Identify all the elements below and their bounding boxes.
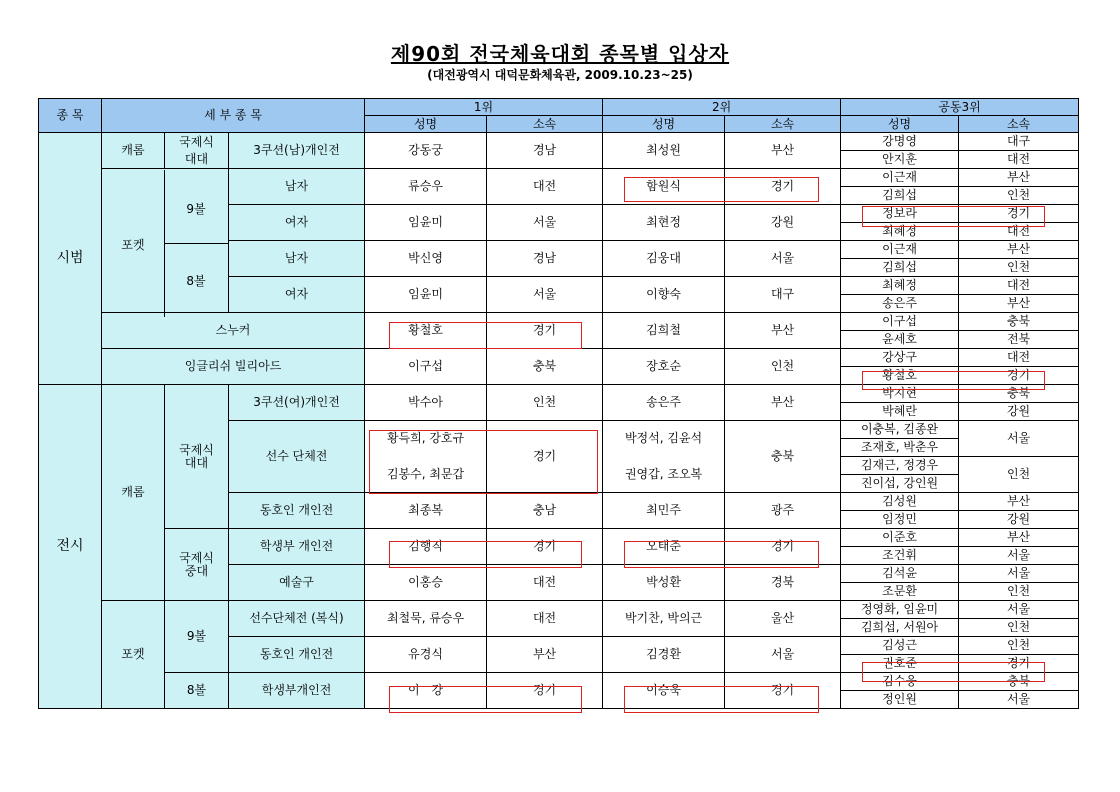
third-name: 권호준 xyxy=(841,655,959,673)
header-first: 1위 xyxy=(365,99,603,116)
second-affil: 서울 xyxy=(725,241,841,277)
category-intl-large: 국제식 대대 xyxy=(165,133,229,169)
third-affil: 서울 xyxy=(959,601,1079,619)
event-name: 예술구 xyxy=(229,565,365,601)
first-affil: 부산 xyxy=(487,637,603,673)
second-name: 권영갑, 조오복 xyxy=(603,457,725,493)
third-name: 김성원 xyxy=(841,493,959,511)
third-affil: 대구 xyxy=(959,133,1079,151)
third-affil: 인천 xyxy=(959,187,1079,205)
first-name: 이홍승 xyxy=(365,565,487,601)
second-affil: 부산 xyxy=(725,133,841,169)
first-name: 이구섭 xyxy=(365,349,487,385)
third-name: 김희섭 xyxy=(841,187,959,205)
first-affil: 경남 xyxy=(487,133,603,169)
header-third: 공동3위 xyxy=(841,99,1079,116)
third-affil: 부산 xyxy=(959,529,1079,547)
second-affil: 경기 xyxy=(725,169,841,205)
third-affil: 대전 xyxy=(959,349,1079,367)
category-snooker: 스누커 xyxy=(102,313,365,349)
header-affil: 소속 xyxy=(959,116,1079,133)
second-affil: 충북 xyxy=(725,421,841,493)
second-name: 최현정 xyxy=(603,205,725,241)
first-affil: 경기 xyxy=(487,529,603,565)
third-name: 김희섭 xyxy=(841,259,959,277)
third-affil: 서울 xyxy=(959,691,1079,709)
third-name: 강명영 xyxy=(841,133,959,151)
first-affil: 경기 xyxy=(487,673,603,709)
first-affil: 인천 xyxy=(487,385,603,421)
third-name: 안지훈 xyxy=(841,151,959,169)
category-sibeom: 시범 xyxy=(39,133,102,385)
third-affil: 서울 xyxy=(959,547,1079,565)
third-name: 황철호 xyxy=(841,367,959,385)
third-name: 최혜정 xyxy=(841,277,959,295)
third-affil: 서울 xyxy=(959,565,1079,583)
third-name: 정영화, 임윤미 xyxy=(841,601,959,619)
category-intl-large: 국제식 대대 xyxy=(165,385,229,529)
third-affil: 충북 xyxy=(959,385,1079,403)
first-name: 최종복 xyxy=(365,493,487,529)
event-name: 학생부 개인전 xyxy=(229,529,365,565)
first-name: 이 강 xyxy=(365,673,487,709)
first-name: 최철묵, 류승우 xyxy=(365,601,487,637)
third-affil: 부산 xyxy=(959,241,1079,259)
third-affil: 부산 xyxy=(959,493,1079,511)
first-name: 박신영 xyxy=(365,241,487,277)
third-name: 임정민 xyxy=(841,511,959,529)
third-affil: 충북 xyxy=(959,313,1079,331)
third-affil: 인천 xyxy=(959,619,1079,637)
second-name: 이향숙 xyxy=(603,277,725,313)
first-affil: 서울 xyxy=(487,205,603,241)
event-name: 여자 xyxy=(229,277,365,313)
first-affil: 서울 xyxy=(487,277,603,313)
second-name: 박기찬, 박의근 xyxy=(603,601,725,637)
second-name: 함원식 xyxy=(603,169,725,205)
label-9ball-sibeom: 9볼 xyxy=(186,202,206,216)
third-name: 최혜정 xyxy=(841,223,959,241)
header-affil: 소속 xyxy=(487,116,603,133)
second-affil: 강원 xyxy=(725,205,841,241)
third-name: 강상구 xyxy=(841,349,959,367)
category-pocket: 포켓 xyxy=(102,601,165,709)
header-detail: 세 부 종 목 xyxy=(102,99,365,133)
third-affil: 부산 xyxy=(959,295,1079,313)
third-affil: 충북 xyxy=(959,673,1079,691)
second-affil: 인천 xyxy=(725,349,841,385)
first-name: 류승우 xyxy=(365,169,487,205)
event-name: 3쿠션(여)개인전 xyxy=(229,385,365,421)
header-name: 성명 xyxy=(365,116,487,133)
first-name: 유경식 xyxy=(365,637,487,673)
results-table xyxy=(38,98,1079,709)
second-name: 최성원 xyxy=(603,133,725,169)
page-subtitle: (대전광역시 대덕문화체육관, 2009.10.23~25) xyxy=(427,68,693,82)
category-jeonsi: 전시 xyxy=(39,385,102,709)
header-second: 2위 xyxy=(603,99,841,116)
header-event: 종 목 xyxy=(39,99,102,133)
second-affil: 대구 xyxy=(725,277,841,313)
pocket-label-sibeom: 포켓 xyxy=(121,238,145,252)
third-name: 김성근 xyxy=(841,637,959,655)
first-affil: 경기 xyxy=(487,313,603,349)
third-affil: 경기 xyxy=(959,655,1079,673)
event-name: 동호인 개인전 xyxy=(229,493,365,529)
second-name: 김경환 xyxy=(603,637,725,673)
first-affil: 대전 xyxy=(487,169,603,205)
third-affil: 강원 xyxy=(959,511,1079,529)
header-name: 성명 xyxy=(841,116,959,133)
first-affil: 경기 xyxy=(487,421,603,493)
event-name: 남자 xyxy=(229,169,365,205)
event-name: 여자 xyxy=(229,205,365,241)
second-name: 박정석, 김윤석 xyxy=(603,421,725,457)
third-affil: 전북 xyxy=(959,331,1079,349)
second-affil: 서울 xyxy=(725,637,841,673)
third-affil: 대전 xyxy=(959,223,1079,241)
first-affil: 충북 xyxy=(487,349,603,385)
third-name: 이근재 xyxy=(841,241,959,259)
third-name: 정인원 xyxy=(841,691,959,709)
event-name: 3쿠션(남)개인전 xyxy=(229,133,365,169)
first-affil: 충남 xyxy=(487,493,603,529)
third-affil: 경기 xyxy=(959,367,1079,385)
third-name: 김재근, 정경우 xyxy=(841,457,959,475)
third-name: 진이섭, 강인원 xyxy=(841,475,959,493)
third-affil: 대전 xyxy=(959,277,1079,295)
label-8ball-sibeom: 8볼 xyxy=(186,274,206,288)
second-affil: 광주 xyxy=(725,493,841,529)
first-affil: 대전 xyxy=(487,565,603,601)
third-name: 이근재 xyxy=(841,169,959,187)
category-9ball: 9볼 xyxy=(165,601,229,673)
third-affil: 서울 xyxy=(959,421,1079,457)
third-name: 이준호 xyxy=(841,529,959,547)
third-name: 윤세호 xyxy=(841,331,959,349)
event-name: 선수 단체전 xyxy=(229,421,365,493)
category-8ball: 8볼 xyxy=(165,673,229,709)
first-affil: 경남 xyxy=(487,241,603,277)
second-name: 오태준 xyxy=(603,529,725,565)
third-name: 조문환 xyxy=(841,583,959,601)
third-affil: 인천 xyxy=(959,637,1079,655)
third-affil: 강원 xyxy=(959,403,1079,421)
third-affil: 대전 xyxy=(959,151,1079,169)
first-name: 임윤미 xyxy=(365,205,487,241)
first-name: 김봉수, 최문갑 xyxy=(365,457,487,493)
event-name: 동호인 개인전 xyxy=(229,637,365,673)
second-name: 김희철 xyxy=(603,313,725,349)
third-name: 조건휘 xyxy=(841,547,959,565)
second-name: 송은주 xyxy=(603,385,725,421)
third-name: 송은주 xyxy=(841,295,959,313)
event-name: 선수단체전 (복식) xyxy=(229,601,365,637)
third-name: 박지현 xyxy=(841,385,959,403)
first-name: 김행직 xyxy=(365,529,487,565)
third-name: 조재호, 박춘우 xyxy=(841,439,959,457)
second-affil: 경기 xyxy=(725,529,841,565)
second-name: 박성환 xyxy=(603,565,725,601)
second-affil: 울산 xyxy=(725,601,841,637)
event-name: 학생부개인전 xyxy=(229,673,365,709)
second-name: 이승욱 xyxy=(603,673,725,709)
third-name: 박혜란 xyxy=(841,403,959,421)
first-name: 임윤미 xyxy=(365,277,487,313)
event-name: 남자 xyxy=(229,241,365,277)
second-affil: 경북 xyxy=(725,565,841,601)
third-name: 정보라 xyxy=(841,205,959,223)
second-affil: 부산 xyxy=(725,385,841,421)
first-name: 황철호 xyxy=(365,313,487,349)
header-affil: 소속 xyxy=(725,116,841,133)
third-affil: 인천 xyxy=(959,259,1079,277)
page-title: 제90회 전국체육대회 종목별 입상자 xyxy=(390,42,730,66)
category-carrom: 캐롬 xyxy=(102,385,165,601)
first-name: 박수아 xyxy=(365,385,487,421)
third-affil: 인천 xyxy=(959,457,1079,493)
first-name: 강동궁 xyxy=(365,133,487,169)
third-name: 김석윤 xyxy=(841,565,959,583)
category-intl-mid: 국제식 중대 xyxy=(165,529,229,601)
third-affil: 부산 xyxy=(959,169,1079,187)
third-name: 이구섭 xyxy=(841,313,959,331)
header-name: 성명 xyxy=(603,116,725,133)
third-name: 김희섭, 서원아 xyxy=(841,619,959,637)
divider xyxy=(164,243,228,244)
third-name: 김수웅 xyxy=(841,673,959,691)
category-english-billiards: 잉글리쉬 빌리아드 xyxy=(102,349,365,385)
second-name: 최민주 xyxy=(603,493,725,529)
second-affil: 부산 xyxy=(725,313,841,349)
third-affil: 경기 xyxy=(959,205,1079,223)
second-affil: 경기 xyxy=(725,673,841,709)
second-name: 장호순 xyxy=(603,349,725,385)
first-affil: 대전 xyxy=(487,601,603,637)
second-name: 김웅대 xyxy=(603,241,725,277)
third-name: 이충복, 김종완 xyxy=(841,421,959,439)
third-affil: 인천 xyxy=(959,583,1079,601)
category-carrom: 캐롬 xyxy=(102,133,165,169)
first-name: 황득희, 강호규 xyxy=(365,421,487,457)
